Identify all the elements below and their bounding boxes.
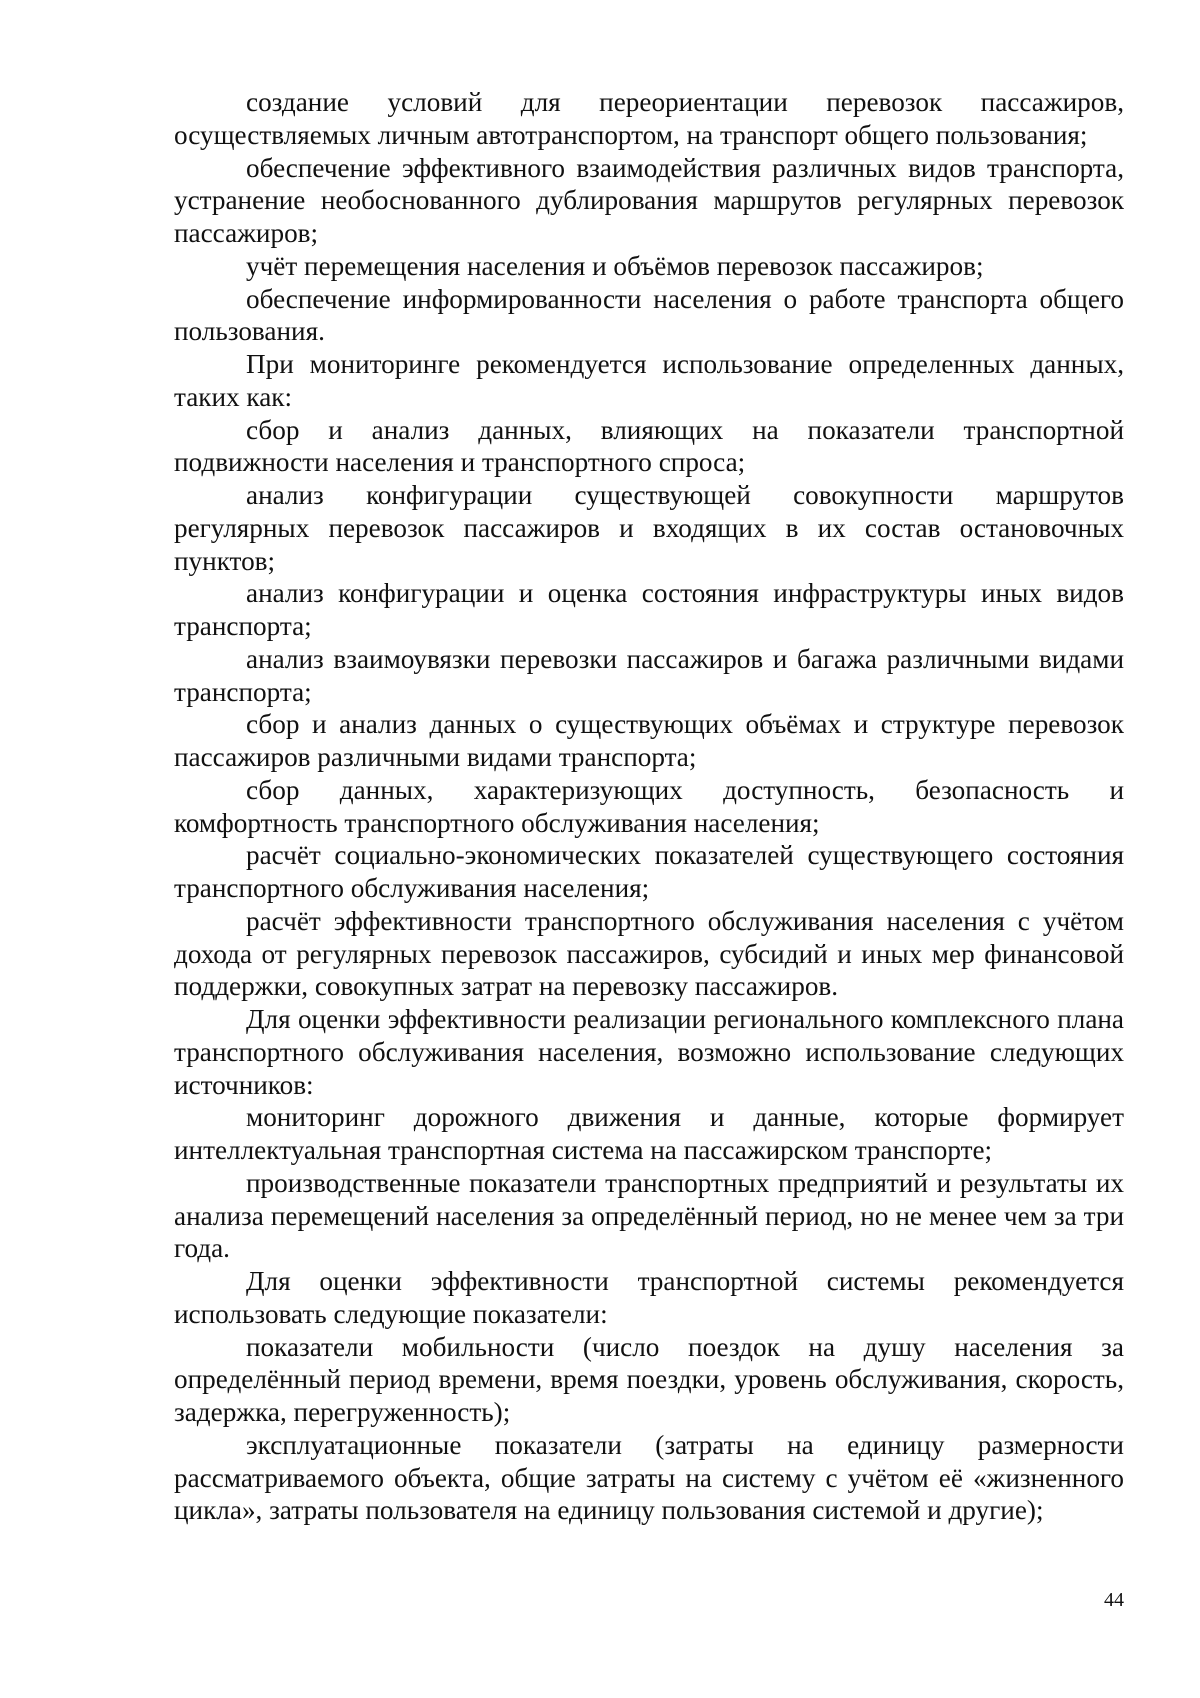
paragraph: Для оценки эффективности реализации регионального комплексного плана транспортного обслуживания населения, возможно использование следующих источников: — [174, 1004, 1124, 1100]
document-body — [174, 86, 1124, 1527]
paragraph: производственные показатели транспортных предприятий и результаты их анализа перемещений населения за определённый период, но не менее чем за три года. — [174, 1167, 1124, 1264]
paragraph: создание условий для переориентации перевозок пассажиров, осуществляемых личным автотранспортом, на транспорт общего пользования; — [174, 87, 1124, 150]
paragraph: мониторинг дорожного движения и данные, которые формирует интеллектуальная транспортная система на пассажирском транспорте; — [174, 1102, 1124, 1165]
paragraph: обеспечение информированности населения о работе транспорта общего пользования. — [174, 283, 1124, 347]
paragraph: эксплуатационные показатели (затраты на единицу размерности рассматриваемого объекта, общие затраты на систему с учётом её «жизненного цикла», затраты пользователя на единицу пользования системой и другие); — [174, 1429, 1124, 1526]
paragraph: Для оценки эффективности транспортной системы рекомендуется использовать следующие показатели: — [174, 1266, 1124, 1329]
paragraph: анализ взаимоувязки перевозки пассажиров и багажа различными видами транспорта; — [174, 643, 1124, 707]
paragraph: При мониторинге рекомендуется использование определенных данных, таких как: — [174, 349, 1124, 412]
paragraph: показатели мобильности (число поездок на душу населения за определённый период времени, время поездки, уровень обслуживания, скорость, задержка, перегруженность); — [174, 1331, 1124, 1427]
paragraph: расчёт социально-экономических показателей существующего состояния транспортного обслуживания населения; — [174, 840, 1124, 903]
paragraph: анализ конфигурации существующей совокупности маршрутов регулярных перевозок пассажиров и входящих в их состав остановочных пунктов; — [174, 480, 1124, 576]
paragraph: учёт перемещения населения и объёмов перевозок пассажиров; — [246, 250, 984, 281]
paragraph: обеспечение эффективного взаимодействия различных видов транспорта, устранение необоснованного дублирования маршрутов регулярных перевозок пассажиров; — [174, 152, 1124, 248]
paragraph: расчёт эффективности транспортного обслуживания населения с учётом дохода от регулярных перевозок пассажиров, субсидий и иных мер финансовой поддержки, совокупных затрат на перевозку пассажиров. — [174, 905, 1124, 1002]
paragraph: сбор данных, характеризующих доступность, безопасность и комфортность транспортного обслуживания населения; — [174, 774, 1124, 838]
paragraph: сбор и анализ данных о существующих объёмах и структуре перевозок пассажиров различными видами транспорта; — [174, 709, 1124, 772]
page-number: 44 — [1104, 1589, 1124, 1611]
paragraph: сбор и анализ данных, влияющих на показатели транспортной подвижности населения и транспортного спроса; — [174, 414, 1124, 478]
paragraph: анализ конфигурации и оценка состояния инфраструктуры иных видов транспорта; — [174, 578, 1124, 641]
